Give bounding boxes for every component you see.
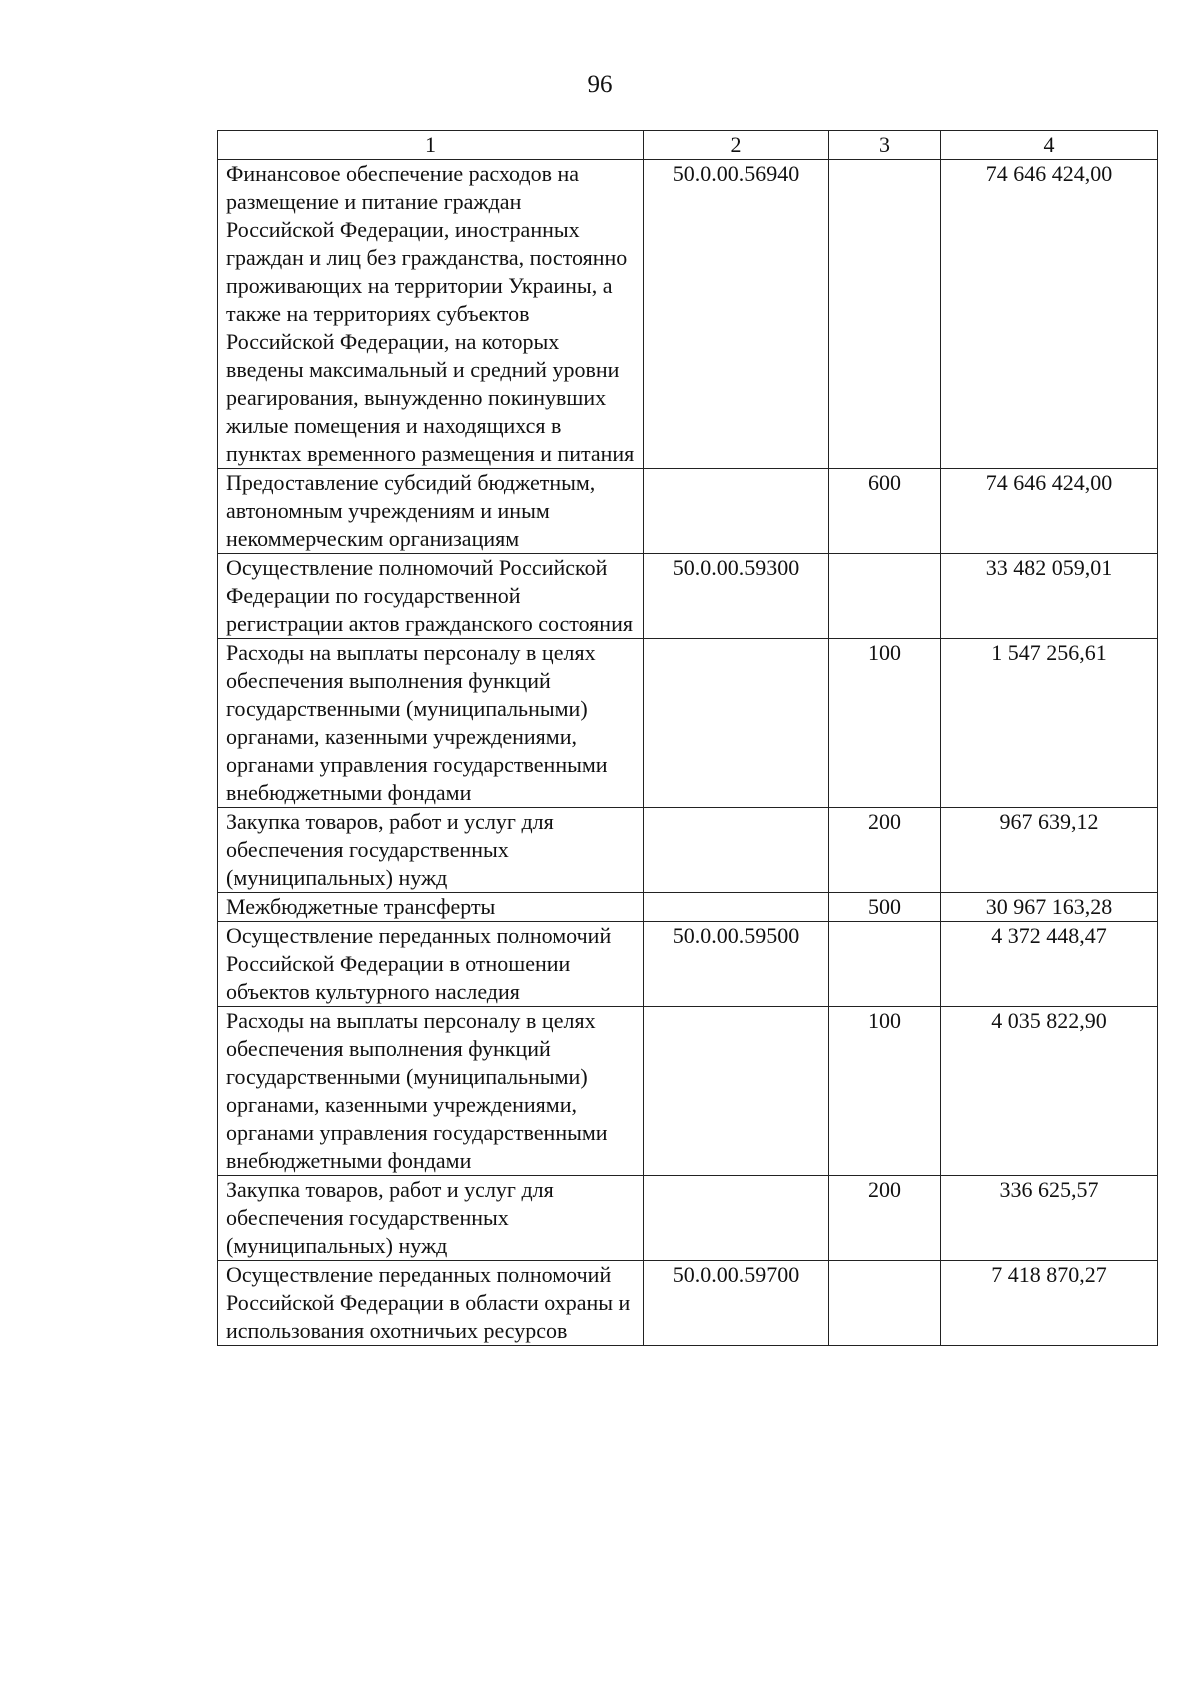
column-header-1: 1 [218, 131, 644, 160]
table-row [218, 639, 1158, 808]
row-code [644, 1176, 829, 1261]
row-amount: 4 372 448,47 [941, 922, 1158, 1007]
table-row [218, 1261, 1158, 1346]
row-amount: 967 639,12 [941, 808, 1158, 893]
row-type [829, 160, 941, 469]
row-amount: 74 646 424,00 [941, 160, 1158, 469]
row-description: Закупка товаров, работ и услуг для обеспечения государственных (муниципальных) нужд [218, 808, 644, 893]
row-code: 50.0.00.59700 [644, 1261, 829, 1346]
row-type [829, 1261, 941, 1346]
row-amount: 1 547 256,61 [941, 639, 1158, 808]
budget-table [217, 130, 1158, 1346]
row-amount: 4 035 822,90 [941, 1007, 1158, 1176]
row-type: 500 [829, 893, 941, 922]
row-type: 100 [829, 639, 941, 808]
row-description: Осуществление полномочий Российской Федерации по государственной регистрации актов гражданского состояния [218, 554, 644, 639]
table-row [218, 893, 1158, 922]
row-description: Осуществление переданных полномочий Российской Федерации в области охраны и использования охотничьих ресурсов [218, 1261, 644, 1346]
table-header-row [218, 131, 1158, 160]
row-code: 50.0.00.56940 [644, 160, 829, 469]
row-code [644, 893, 829, 922]
row-type: 100 [829, 1007, 941, 1176]
row-description: Осуществление переданных полномочий Российской Федерации в отношении объектов культурного наследия [218, 922, 644, 1007]
row-amount: 336 625,57 [941, 1176, 1158, 1261]
row-description: Расходы на выплаты персоналу в целях обеспечения выполнения функций государственными (муниципальными) органами, казенными учреждениями, органами управления государственными внебюджетными фондами [218, 1007, 644, 1176]
row-description: Расходы на выплаты персоналу в целях обеспечения выполнения функций государственными (муниципальными) органами, казенными учреждениями, органами управления государственными внебюджетными фондами [218, 639, 644, 808]
row-code: 50.0.00.59300 [644, 554, 829, 639]
table-row [218, 469, 1158, 554]
row-type [829, 922, 941, 1007]
column-header-4: 4 [941, 131, 1158, 160]
row-description: Закупка товаров, работ и услуг для обеспечения государственных (муниципальных) нужд [218, 1176, 644, 1261]
row-type: 200 [829, 808, 941, 893]
row-description: Межбюджетные трансферты [218, 893, 644, 922]
column-header-3: 3 [829, 131, 941, 160]
row-description: Предоставление субсидий бюджетным, автономным учреждениям и иным некоммерческим организациям [218, 469, 644, 554]
row-code [644, 469, 829, 554]
table-row [218, 160, 1158, 469]
column-header-2: 2 [644, 131, 829, 160]
row-code [644, 808, 829, 893]
page-number: 96 [587, 71, 613, 98]
row-type: 200 [829, 1176, 941, 1261]
row-code: 50.0.00.59500 [644, 922, 829, 1007]
row-code [644, 639, 829, 808]
row-code [644, 1007, 829, 1176]
table-row [218, 1007, 1158, 1176]
row-description: Финансовое обеспечение расходов на размещение и питание граждан Российской Федерации, иностранных граждан и лиц без гражданства, постоянно проживающих на территории Украины, а также на территориях субъектов Российской Федерации, на которых введены максимальный и средний уровни реагирования, вынужденно покинувших жилые помещения и находящихся в пунктах временного размещения и питания [218, 160, 644, 469]
table-row [218, 922, 1158, 1007]
row-amount: 33 482 059,01 [941, 554, 1158, 639]
row-type [829, 554, 941, 639]
row-amount: 30 967 163,28 [941, 893, 1158, 922]
table-row [218, 808, 1158, 893]
row-amount: 74 646 424,00 [941, 469, 1158, 554]
row-type: 600 [829, 469, 941, 554]
row-amount: 7 418 870,27 [941, 1261, 1158, 1346]
table-row [218, 554, 1158, 639]
table-row [218, 1176, 1158, 1261]
